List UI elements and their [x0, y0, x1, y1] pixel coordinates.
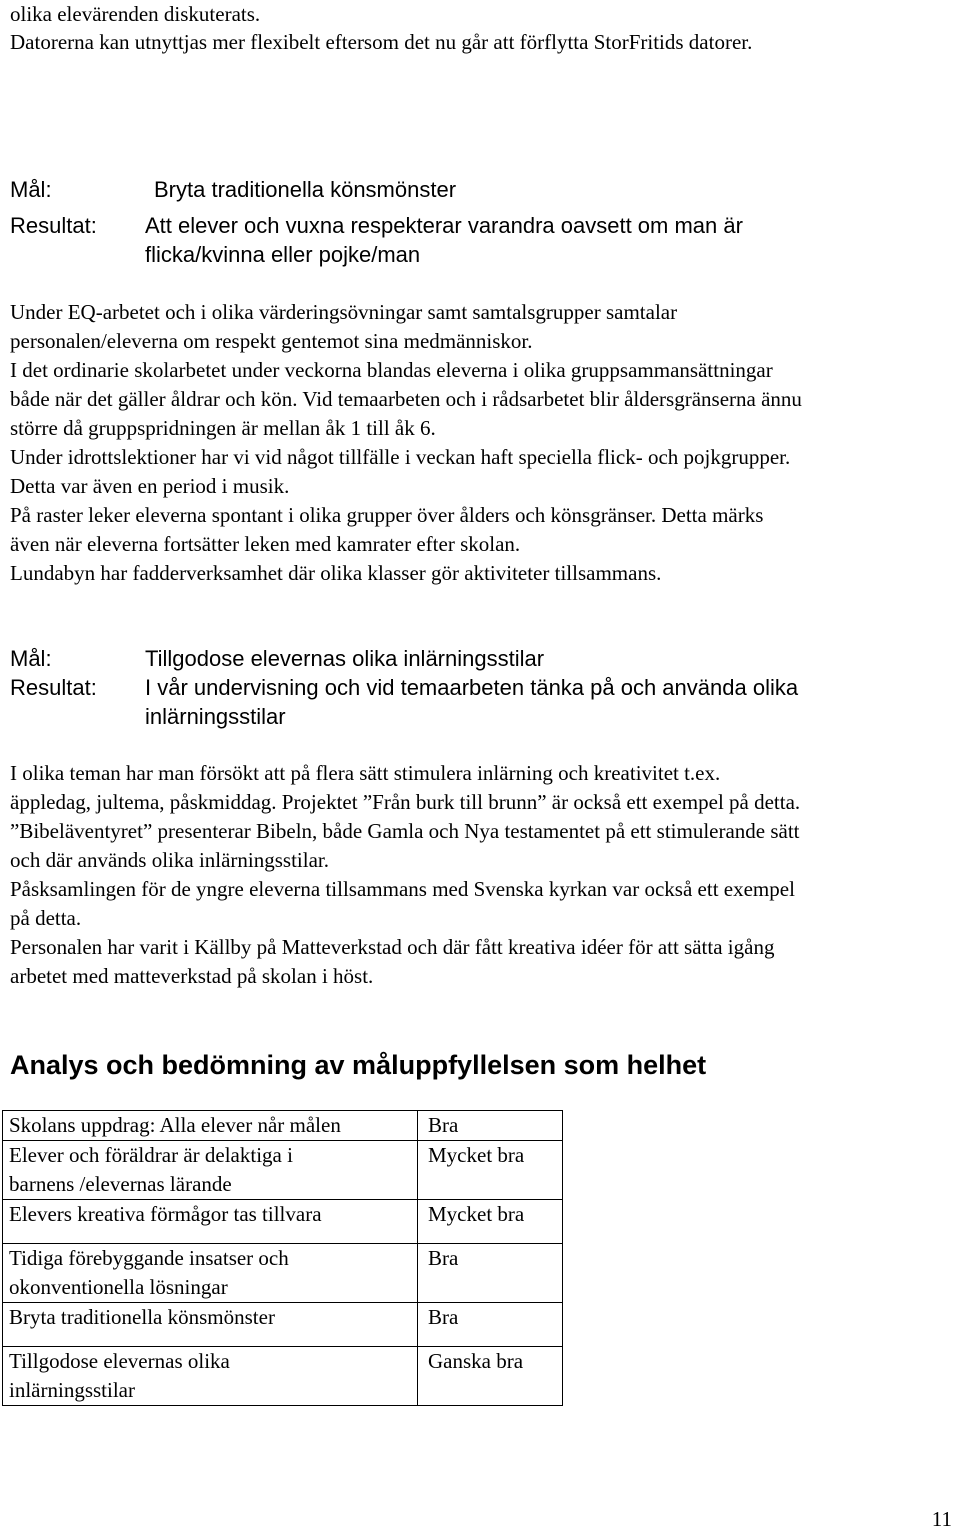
para1-line-2: personalen/eleverna om respekt gentemot sina medmänniskor.: [10, 329, 533, 353]
para1-line-6: Under idrottslektioner har vi vid något tillfälle i veckan haft speciella flick- och pojkgrupper.: [10, 445, 791, 469]
result-line-1: I vår undervisning och vid temaarbeten tänka på och använda olika: [145, 675, 799, 700]
area-text: Tidiga förebyggande insatser och: [9, 1246, 289, 1270]
area-cell: [3, 1200, 418, 1244]
para2-line-1: I olika teman har man försökt att på flera sätt stimulera inlärning och kreativitet t.ex.: [10, 761, 721, 785]
area-text: Elever och föräldrar är delaktiga i: [9, 1143, 293, 1167]
para2-line-2: äppledag, jultema, påskmiddag. Projektet ”Från burk till brunn” är också ett exempel på detta.: [10, 790, 801, 814]
area-text: barnens /elevernas lärande: [9, 1172, 232, 1196]
area-text: Skolans uppdrag: Alla elever når målen: [9, 1113, 341, 1137]
area-text: Bryta traditionella könsmönster: [9, 1305, 275, 1329]
para2-line-7: Personalen har varit i Källby på Matteverkstad och där fått kreativa idéer för att sätta igång: [10, 935, 775, 959]
result-line-2: inlärningsstilar: [145, 704, 286, 729]
rating-cell: Mycket bra: [418, 1141, 563, 1200]
table-row: [3, 1200, 563, 1244]
rating-cell: Mycket bra: [418, 1200, 563, 1244]
assessment-table: [2, 1110, 563, 1406]
goal-text: Tillgodose elevernas olika inlärningsstilar: [145, 646, 545, 671]
goal-label: Mål:: [10, 646, 52, 671]
result-label: Resultat:: [10, 675, 97, 700]
area-text: inlärningsstilar: [9, 1378, 135, 1402]
rating-cell: Bra: [418, 1303, 563, 1347]
area-text: [9, 1332, 411, 1346]
para1-line-5: större då gruppspridningen är mellan åk 1 till åk 6.: [10, 416, 436, 440]
intro-line-2: Datorerna kan utnyttjas mer flexibelt eftersom det nu går att förflytta StorFritids datorer.: [10, 30, 753, 54]
table-row: [3, 1303, 563, 1347]
goal-text: Bryta traditionella könsmönster: [154, 177, 457, 202]
result-line-2: flicka/kvinna eller pojke/man: [145, 242, 421, 267]
rating-cell: Bra: [418, 1111, 563, 1141]
area-cell: [3, 1244, 418, 1303]
area-cell: [3, 1141, 418, 1200]
area-text: [9, 1229, 411, 1243]
table-row: [3, 1111, 563, 1141]
para2-line-3: ”Bibeläventyret” presenterar Bibeln, både Gamla och Nya testamentet på ett stimulerande sätt: [10, 819, 800, 843]
para2-line-4: och där används olika inlärningsstilar.: [10, 848, 330, 872]
area-text: Tillgodose elevernas olika: [9, 1349, 230, 1373]
area-cell: [3, 1347, 418, 1406]
goal-label: Mål:: [10, 177, 52, 202]
rating-cell: Ganska bra: [418, 1347, 563, 1406]
para1-line-9: även när eleverna fortsätter leken med kamrater efter skolan.: [10, 532, 521, 556]
para2-line-5: Påsksamlingen för de yngre eleverna tillsammans med Svenska kyrkan var också ett exempel: [10, 877, 795, 901]
result-label: Resultat:: [10, 213, 97, 238]
table-row: [3, 1347, 563, 1406]
rating-cell: Bra: [418, 1244, 563, 1303]
para1-line-1: Under EQ-arbetet och i olika värderingsövningar samt samtalsgrupper samtalar: [10, 300, 678, 324]
table-row: [3, 1244, 563, 1303]
para1-line-4: både när det gäller åldrar och kön. Vid temaarbeten och i rådsarbetet blir åldersgränserna ännu: [10, 387, 802, 411]
para1-line-8: På raster leker eleverna spontant i olika grupper över ålders och könsgränser. Detta märks: [10, 503, 764, 527]
para2-line-6: på detta.: [10, 906, 82, 930]
section-heading: Analys och bedömning av måluppfyllelsen som helhet: [10, 1050, 707, 1080]
area-text: okonventionella lösningar: [9, 1275, 228, 1299]
table-row: [3, 1141, 563, 1200]
para2-line-8: arbetet med matteverkstad på skolan i höst.: [10, 964, 374, 988]
area-cell: [3, 1303, 418, 1347]
area-text: Elevers kreativa förmågor tas tillvara: [9, 1202, 322, 1226]
page-number: 11: [931, 1507, 952, 1531]
result-line-1: Att elever och vuxna respekterar varandra oavsett om man är: [145, 213, 743, 238]
area-cell: [3, 1111, 418, 1141]
para1-line-3: I det ordinarie skolarbetet under veckorna blandas eleverna i olika gruppsammansättningar: [10, 358, 773, 382]
intro-line-1: olika elevärenden diskuterats.: [10, 2, 261, 26]
para1-line-7: Detta var även en period i musik.: [10, 474, 290, 498]
para1-line-10: Lundabyn har fadderverksamhet där olika klasser gör aktiviteter tillsammans.: [10, 561, 662, 585]
